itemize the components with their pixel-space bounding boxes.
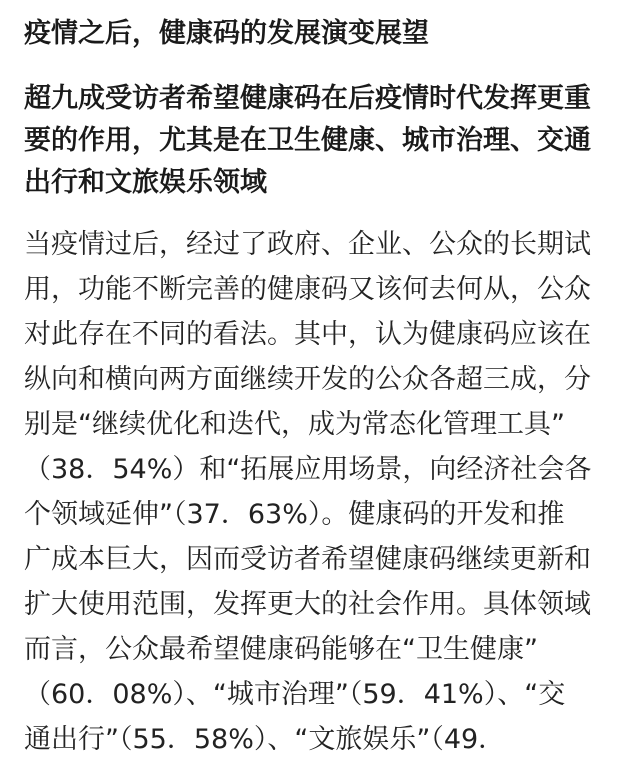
body-line: 当疫情过后，经过了政府、企业、公众的长期试: [24, 229, 591, 260]
body-line: 纵向和横向两方面继续开发的公众各超三成，分: [24, 364, 591, 395]
body-line: 广成本巨大，因而受访者希望健康码继续更新和: [24, 544, 591, 575]
body-line: 别是“继续优化和迭代，成为常态化管理工具”: [24, 409, 565, 440]
article-title: 疫情之后，健康码的发展演变展望: [24, 18, 429, 49]
body-line: 通出行”（55．58%）、“文旅娱乐”（49．: [24, 724, 506, 755]
body-line: 扩大使用范围，发挥更大的社会作用。具体领域: [24, 589, 591, 620]
article-body-paragraph: [24, 222, 634, 762]
article-subtitle: [24, 78, 624, 204]
body-line: （60．08%）、“城市治理”（59．41%）、“交: [24, 679, 566, 710]
subtitle-line: 超九成受访者希望健康码在后疫情时代发挥更重: [24, 83, 591, 114]
body-line: （38．54%）和“拓展应用场景，向经济社会各: [24, 454, 592, 485]
body-line: 对此存在不同的看法。其中，认为健康码应该在: [24, 319, 591, 350]
body-line: 个领域延伸”（37．63%）。健康码的开发和推: [24, 499, 565, 530]
body-line: 而言，公众最希望健康码能够在“卫生健康”: [24, 634, 538, 665]
body-line: 用，功能不断完善的健康码又该何去何从，公众: [24, 274, 591, 305]
subtitle-line: 出行和文旅娱乐领域: [24, 167, 267, 198]
subtitle-line: 要的作用，尤其是在卫生健康、城市治理、交通: [24, 125, 591, 156]
